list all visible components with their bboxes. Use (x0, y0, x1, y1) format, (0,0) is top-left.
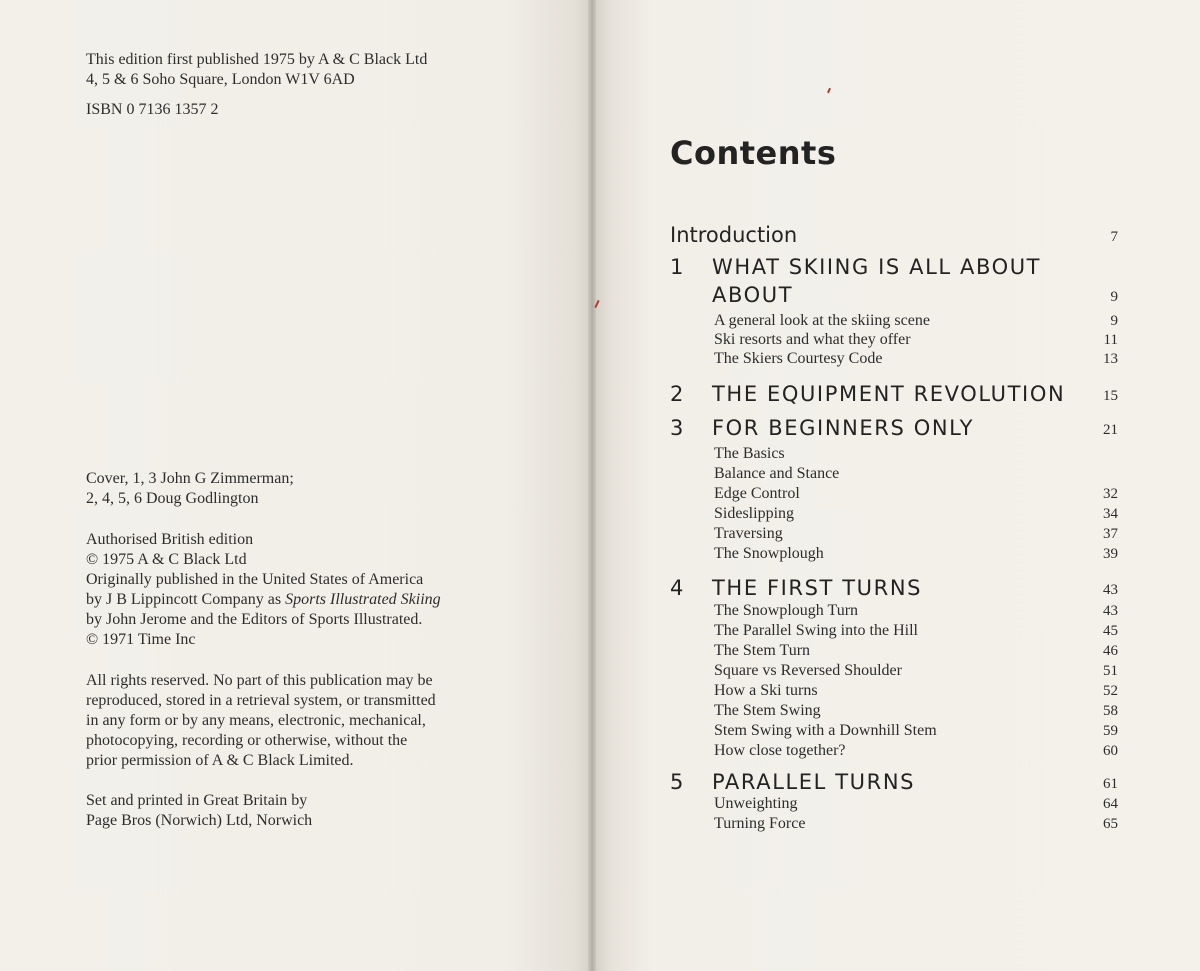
rights-line: by John Jerome and the Editors of Sports Illustrated. (86, 611, 423, 628)
toc-chapter-5 (670, 770, 1118, 794)
section-title: The Stem Swing (714, 702, 821, 719)
section-page-number: 32 (1103, 486, 1118, 502)
rights-line: © 1971 Time Inc (86, 631, 196, 648)
section-title: Edge Control (714, 485, 800, 502)
toc-page-number: 21 (1103, 422, 1118, 438)
imprint-line: 4, 5 & 6 Soho Square, London W1V 6AD (86, 71, 355, 88)
toc-section (714, 681, 1118, 701)
section-title: The Basics (714, 445, 785, 462)
section-title: The Parallel Swing into the Hill (714, 622, 918, 639)
section-title: Stem Swing with a Downhill Stem (714, 722, 937, 739)
section-title: Unweighting (714, 795, 798, 812)
section-page-number: 11 (1103, 332, 1118, 348)
credit-line: 2, 4, 5, 6 Doug Godlington (86, 490, 259, 507)
section-page-number: 52 (1103, 683, 1118, 699)
section-page-number: 39 (1103, 546, 1118, 562)
toc-section (714, 444, 1118, 464)
toc-section (714, 349, 1118, 369)
section-title: How close together? (714, 742, 846, 759)
chapter-title: THE FIRST TURNS (712, 576, 923, 600)
printer-info (86, 791, 312, 831)
toc-page-number: 43 (1103, 582, 1118, 598)
toc-section (714, 484, 1118, 504)
original-title: Sports Illustrated Skiing (285, 591, 441, 608)
section-page-number: 9 (1110, 313, 1118, 329)
section-page-number: 65 (1103, 816, 1118, 832)
toc-section (714, 504, 1118, 524)
rights-line: © 1975 A & C Black Ltd (86, 551, 247, 568)
toc-section (714, 464, 1118, 484)
rights-text: by J B Lippincott Company as (86, 591, 286, 608)
toc-page-number: 15 (1103, 388, 1118, 404)
rights-line (86, 590, 441, 610)
toc-section (714, 311, 1118, 331)
toc-section (714, 330, 1118, 350)
section-page-number: 59 (1103, 723, 1118, 739)
toc-chapter-3 (670, 416, 1118, 440)
printer-line: Page Bros (Norwich) Ltd, Norwich (86, 812, 313, 829)
toc-label: Introduction (670, 223, 798, 247)
section-page-number: 37 (1103, 526, 1118, 542)
section-page-number: 64 (1103, 796, 1118, 812)
imprint-line: This edition first published 1975 by A & C Black Ltd (86, 51, 428, 68)
section-page-number: 58 (1103, 703, 1118, 719)
toc-chapter-4 (670, 576, 1118, 600)
photo-credits (86, 469, 294, 509)
notice-line: reproduced, stored in a retrieval system, or transmitted (86, 692, 436, 709)
toc-section (714, 544, 1118, 564)
section-title: Sideslipping (714, 505, 795, 522)
section-page-number: 43 (1103, 603, 1118, 619)
notice-line: in any form or by any means, electronic, mechanical, (86, 712, 426, 729)
toc-section (714, 661, 1118, 681)
notice-line: prior permission of A & C Black Limited. (86, 752, 354, 769)
section-title: Traversing (714, 525, 783, 542)
chapter-number: 5 (670, 770, 684, 794)
toc-page-number: 61 (1103, 776, 1118, 792)
section-title: A general look at the skiing scene (714, 312, 930, 329)
section-page-number: 45 (1103, 623, 1118, 639)
section-title: The Stem Turn (714, 642, 811, 659)
toc-section (714, 741, 1118, 761)
chapter-number: 3 (670, 416, 684, 440)
notice-line: photocopying, recording or otherwise, without the (86, 732, 408, 749)
section-title: Balance and Stance (714, 465, 840, 482)
section-page-number: 13 (1103, 351, 1118, 367)
left-page (0, 0, 592, 971)
section-title: Ski resorts and what they offer (714, 331, 911, 348)
toc-introduction (670, 223, 1118, 247)
chapter-title: FOR BEGINNERS ONLY (712, 416, 975, 440)
chapter-title: THE EQUIPMENT REVOLUTION (712, 382, 1066, 406)
section-title: How a Ski turns (714, 682, 818, 699)
section-title: The Snowplough Turn (714, 602, 859, 619)
notice-line: All rights reserved. No part of this publication may be (86, 672, 433, 689)
toc-section (714, 621, 1118, 641)
toc-chapter-1 (670, 255, 1118, 279)
toc-chapter-1-continued (670, 283, 1118, 307)
chapter-number: 2 (670, 382, 684, 406)
chapter-number: 4 (670, 576, 684, 600)
section-page-number: 34 (1103, 506, 1118, 522)
section-page-number: 60 (1103, 743, 1118, 759)
chapter-number: 1 (670, 255, 684, 279)
section-title: The Skiers Courtesy Code (714, 350, 883, 367)
isbn: ISBN 0 7136 1357 2 (86, 101, 219, 118)
contents-title: Contents (670, 134, 837, 172)
section-page-number: 51 (1103, 663, 1118, 679)
toc-section (714, 701, 1118, 721)
rights-line: Authorised British edition (86, 531, 254, 548)
section-page-number: 46 (1103, 643, 1118, 659)
toc-page-number: 7 (1110, 229, 1118, 245)
credit-line: Cover, 1, 3 John G Zimmerman; (86, 470, 294, 487)
book-gutter (588, 0, 596, 971)
toc-section (714, 524, 1118, 544)
section-title: Square vs Reversed Shoulder (714, 662, 902, 679)
toc-section (714, 794, 1118, 814)
section-title: Turning Force (714, 815, 806, 832)
toc-section (714, 814, 1118, 834)
section-title: The Snowplough (714, 545, 824, 562)
printer-line: Set and printed in Great Britain by (86, 792, 308, 809)
rights-line: Originally published in the United States of America (86, 571, 424, 588)
chapter-title-line2: ABOUT (712, 283, 794, 307)
chapter-title: WHAT SKIING IS ALL ABOUT (712, 255, 1042, 279)
toc-section (714, 721, 1118, 741)
toc-section (714, 641, 1118, 661)
edition-rights (86, 530, 441, 650)
rights-reserved-notice (86, 671, 436, 771)
toc-page-number: 9 (1110, 289, 1118, 305)
toc-section (714, 601, 1118, 621)
toc-chapter-2 (670, 382, 1118, 406)
imprint-block (86, 50, 427, 90)
chapter-title: PARALLEL TURNS (712, 770, 916, 794)
